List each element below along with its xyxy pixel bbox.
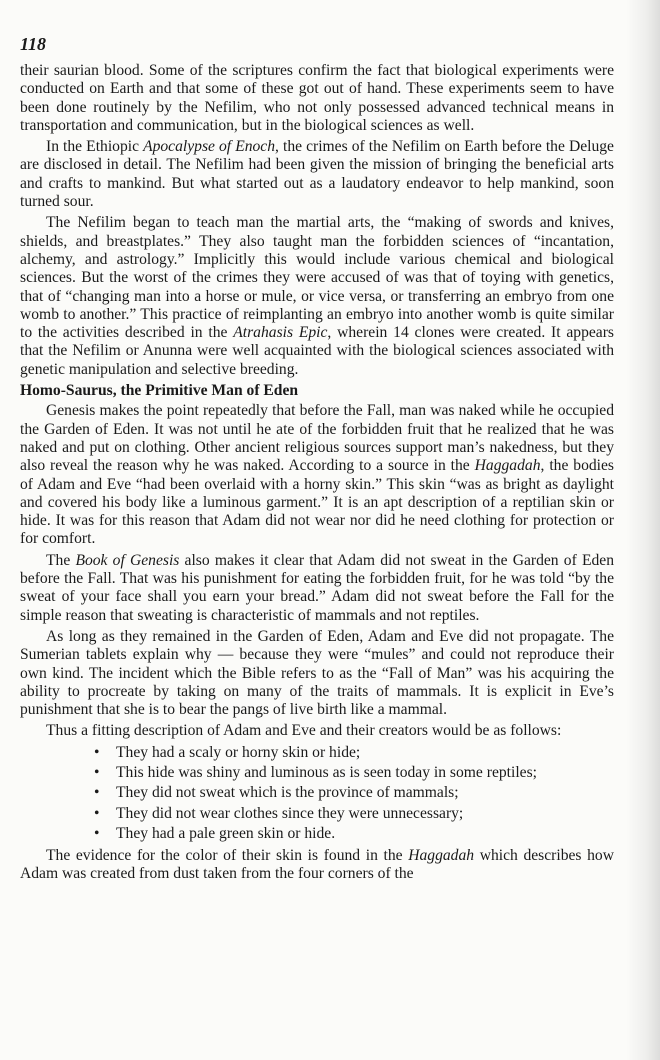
- paragraph-6: As long as they remained in the Garden of Eden, Adam and Eve did not propagate. The Sumerian tablets explain why — because they were “mules” and could not reproduce their own kind. The incident which the Bible refers to as the “Fall of Man” was his acquiring the ability to procreate by taking on many of the traits of mammals. It is explicit in Eve’s punishment that she is to bear the pangs of live birth like a mammal.: [20, 627, 614, 719]
- bullet-text: They did not wear clothes since they were unnecessary;: [116, 804, 464, 822]
- bullet-item: [94, 784, 556, 802]
- bullet-dot-icon: •: [94, 743, 100, 761]
- bullet-item: [94, 764, 556, 782]
- paragraph-2: [20, 138, 614, 211]
- paragraph-7: Thus a fitting description of Adam and Eve and their creators would be as follows:: [46, 722, 562, 740]
- bullet-dot-icon: •: [94, 804, 100, 822]
- paragraph-8-text-b: which describes how Adam was created from dust taken from the four corners of the: [20, 847, 614, 883]
- page-body: [20, 62, 614, 887]
- paragraph-2-text-b: , the crimes of the Nefilim on Earth before the Deluge are disclosed in detail. The Nefilim had been given the mission of bringing the beneficial arts and crafts to mankind. But what started out as a laudatory endeavor to help mankind, soon turned sour.: [20, 138, 614, 211]
- bullet-item: [94, 825, 556, 843]
- bullet-text: This hide was shiny and luminous as is seen today in some reptiles;: [116, 763, 537, 781]
- bullet-text: They did not sweat which is the province of mammals;: [116, 784, 459, 802]
- paragraph-3: [20, 214, 614, 379]
- paragraph-1: their saurian blood. Some of the scriptures confirm the fact that biological experiments were conducted on Earth and that some of these got out of hand. These experiments seem to have been done routinely by the Nefilim, who not only possessed advanced technical means in transportation and communication, but in the biological sciences as well.: [20, 62, 614, 134]
- paragraph-4-text-b: , the bodies of Adam and Eve “had been overlaid with a horny skin.” This skin “was as bright as daylight and covered his body like a luminous garment.” It is an apt description of a reptilian skin or hide. It was for this reason that Adam did not wear nor did he need clothing for protection or for comfort.: [20, 457, 614, 548]
- paragraph-2-title: Apocalypse of Enoch: [143, 138, 276, 156]
- bullet-list: [20, 744, 614, 843]
- bullet-text: They had a pale green skin or hide.: [116, 824, 336, 842]
- bullet-item: [94, 805, 556, 823]
- section-heading: Homo-Saurus, the Primitive Man of Eden: [20, 382, 299, 400]
- paragraph-4-title: Haggadah: [474, 457, 541, 475]
- page-number: 118: [20, 34, 47, 54]
- paragraph-8-title: Haggadah: [408, 847, 475, 865]
- bullet-dot-icon: •: [94, 824, 100, 842]
- paragraph-4: [20, 402, 614, 548]
- paragraph-5-title: Book of Genesis: [75, 551, 180, 569]
- paragraph-3-text-b: , wherein 14 clones were created. It appears that the Nefilim or Anunna were well acquainted with the biological sciences associated with genetic manipulation and selective breeding.: [20, 324, 614, 378]
- bullet-item: [94, 744, 556, 762]
- paragraph-8: [20, 847, 614, 884]
- paragraph-3-title: Atrahasis Epic: [233, 324, 328, 342]
- paragraph-3-text-a: The Nefilim began to teach man the martial arts, the “making of swords and knives, shields, and breastplates.” They also taught man the forbidden sciences of “incantation, alchemy, and astrology.” Implicitly this would include various chemical and biological sciences. But the worst of the crimes they were accused of was that of toying with genetics, that of “changing man into a horse or mule, or vice versa, or transferring an embryo from one womb to another.” This practice of reimplanting an embryo into another womb is quite similar to the activities described in the: [20, 214, 614, 342]
- binding-shadow: [626, 0, 660, 1060]
- paragraph-4-text-a: Genesis makes the point repeatedly that before the Fall, man was naked while he occupied the Garden of Eden. It was not until he ate of the forbidden fruit that he realized that he was naked and put on clothing. Other ancient religious sources support man’s nakedness, but they also reveal the reason why he was naked. According to a source in the: [20, 402, 614, 475]
- paragraph-8-text-a: The evidence for the color of their skin is found in the: [46, 847, 409, 865]
- paragraph-5-text-b: also makes it clear that Adam did not sweat in the Garden of Eden before the Fall. That was his punishment for eating the forbidden fruit, for he was told “by the sweat of your face shall you earn your bread.” Adam did not sweat before the Fall for the simple reason that sweating is characteristic of mammals and not reptiles.: [20, 551, 614, 624]
- paragraph-2-text-a: In the Ethiopic: [46, 138, 144, 156]
- paragraph-5: [20, 552, 614, 625]
- paragraph-5-text-a: The: [46, 551, 76, 569]
- bullet-text: They had a scaly or horny skin or hide;: [116, 743, 361, 761]
- bullet-dot-icon: •: [94, 763, 100, 781]
- bullet-dot-icon: •: [94, 784, 100, 802]
